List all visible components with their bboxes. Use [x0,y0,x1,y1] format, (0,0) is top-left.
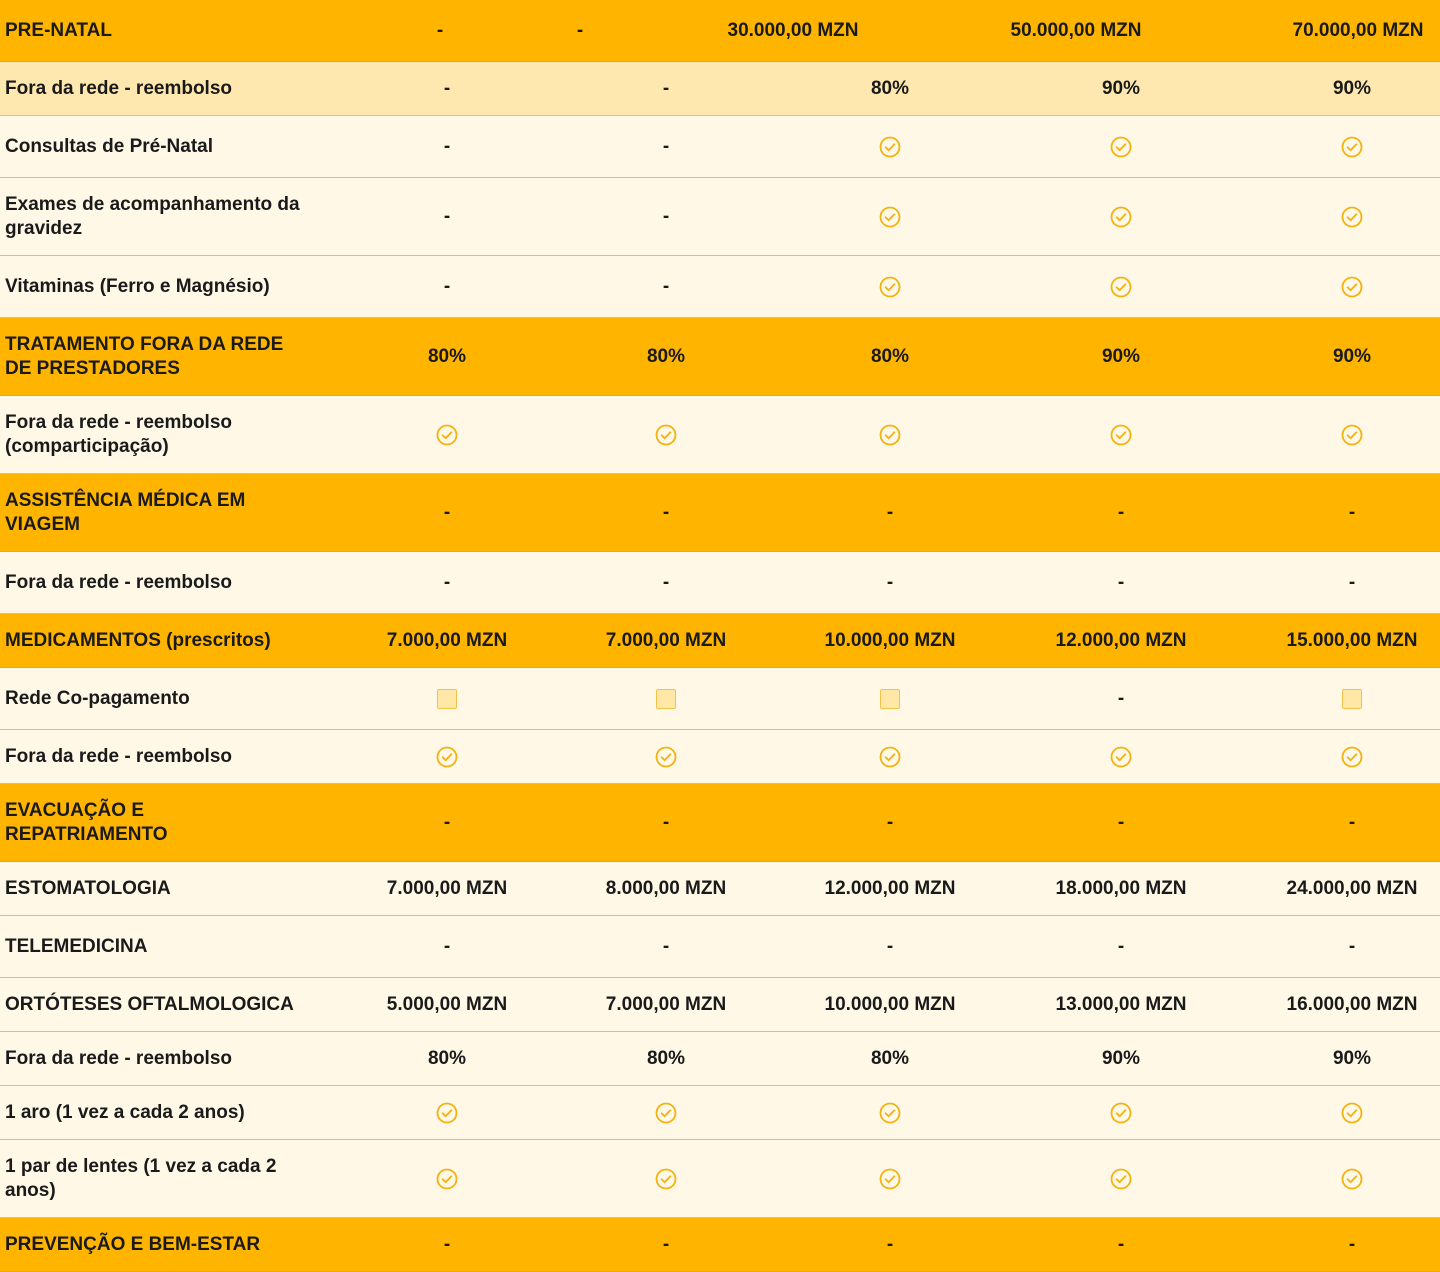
cell-value: - [1117,811,1125,833]
cell-value: - [662,571,670,593]
cell-value: 10.000,00 MZN [824,993,956,1015]
row-label: Vitaminas (Ferro e Magnésio) [5,275,270,297]
cell-included [1252,256,1440,317]
cell-included [1021,1140,1221,1217]
cell-value: - [1348,1233,1356,1255]
cell-value: - [1117,501,1125,523]
row-label: TELEMEDICINA [5,935,148,957]
check-circle-icon [435,1101,459,1125]
section-header-row [0,784,1440,862]
cell-included [790,116,990,177]
row-label: 1 par de lentes (1 vez a cada 2 anos) [5,1155,277,1201]
table-row [0,116,1440,178]
cell-value: - [1348,501,1356,523]
row-label: ORTÓTESES OFTALMOLOGICA [5,993,294,1015]
cell-value: - [1348,571,1356,593]
cell-value: - [662,935,670,957]
cell-value: - [436,19,444,41]
row-label: Fora da rede - reembolso [5,77,233,99]
cell-included [1252,1086,1440,1139]
cell-included [790,1140,990,1217]
cell-value: 80% [646,345,686,367]
cell-value: 90% [1101,77,1141,99]
cell-value: 12.000,00 MZN [824,877,956,899]
cell-included [1252,116,1440,177]
table-row [0,1086,1440,1140]
section-header-row [0,1218,1440,1272]
cell-included [1252,178,1440,255]
table-row [0,862,1440,916]
cell-included [347,730,547,783]
cell-included [790,1086,990,1139]
cell-value: - [443,501,451,523]
cell-value: 80% [870,77,910,99]
check-circle-icon [654,1167,678,1191]
cell-value: 16.000,00 MZN [1286,993,1418,1015]
check-circle-icon [1340,275,1364,299]
cell-included [790,178,990,255]
row-label: TRATAMENTO FORA DA REDE DE PRESTADORES [5,333,284,379]
cell-value: - [443,135,451,157]
row-label: PREVENÇÃO E BEM-ESTAR [5,1233,261,1255]
check-circle-icon [878,1167,902,1191]
check-circle-icon [435,1167,459,1191]
cell-box [1252,668,1440,729]
square-box-icon [1342,689,1362,709]
check-circle-icon [878,423,902,447]
cell-value: - [1117,935,1125,957]
row-label: Fora da rede - reembolso (comparticipação) [5,411,233,457]
cell-included [566,396,766,473]
cell-included [1021,396,1221,473]
row-label: PRE-NATAL [5,19,112,41]
cell-value: 80% [870,1047,910,1069]
cell-value: 12.000,00 MZN [1055,629,1187,651]
row-label: ASSISTÊNCIA MÉDICA EM VIAGEM [5,489,246,535]
cell-value: - [1117,571,1125,593]
row-label: MEDICAMENTOS (prescritos) [5,629,271,651]
cell-value: 15.000,00 MZN [1286,629,1418,651]
check-circle-icon [1109,423,1133,447]
check-circle-icon [1109,205,1133,229]
cell-value: - [662,811,670,833]
cell-value: 80% [427,345,467,367]
check-circle-icon [1340,205,1364,229]
cell-included [1252,730,1440,783]
row-label: Fora da rede - reembolso [5,1047,233,1069]
check-circle-icon [1109,745,1133,769]
cell-value: - [886,1233,894,1255]
cell-value: 7.000,00 MZN [386,629,508,651]
square-box-icon [880,689,900,709]
cell-value: - [443,275,451,297]
cell-included [1021,116,1221,177]
cell-included [1021,730,1221,783]
cell-value: 7.000,00 MZN [605,993,727,1015]
cell-included [566,1140,766,1217]
cell-value: - [662,135,670,157]
row-label: Rede Co-pagamento [5,687,190,709]
table-row [0,552,1440,614]
cell-included [347,396,547,473]
row-label: Fora da rede - reembolso [5,745,233,767]
check-circle-icon [435,423,459,447]
cell-included [1252,1140,1440,1217]
cell-value: - [662,501,670,523]
cell-value: - [886,571,894,593]
check-circle-icon [654,423,678,447]
cell-included [790,256,990,317]
cell-included [790,396,990,473]
table-row [0,1032,1440,1086]
cell-value: - [662,77,670,99]
table-row [0,256,1440,318]
square-box-icon [437,689,457,709]
section-header-row [0,474,1440,552]
cell-value: - [1348,811,1356,833]
cell-value: - [443,77,451,99]
check-circle-icon [1109,1101,1133,1125]
cell-included [1252,396,1440,473]
cell-value: - [443,935,451,957]
table-row [0,916,1440,978]
row-label: Consultas de Pré-Natal [5,135,213,157]
check-circle-icon [654,1101,678,1125]
cell-box [347,668,547,729]
cell-value: 7.000,00 MZN [605,629,727,651]
square-box-icon [656,689,676,709]
table-row [0,978,1440,1032]
section-header-row [0,318,1440,396]
cell-value: - [1348,935,1356,957]
check-circle-icon [1109,275,1133,299]
cell-value: 5.000,00 MZN [386,993,508,1015]
table-row [0,62,1440,116]
cell-value: 13.000,00 MZN [1055,993,1187,1015]
check-circle-icon [654,745,678,769]
cell-included [790,730,990,783]
cell-value: 90% [1332,345,1372,367]
check-circle-icon [878,275,902,299]
table-row [0,396,1440,474]
cell-value: 80% [646,1047,686,1069]
cell-value: - [443,1233,451,1255]
cell-included [1021,178,1221,255]
section-header-row [0,0,1440,62]
cell-value: 50.000,00 MZN [1010,19,1142,41]
cell-value: 8.000,00 MZN [605,877,727,899]
cell-box [566,668,766,729]
row-label: ESTOMATOLOGIA [5,877,171,899]
check-circle-icon [1109,135,1133,159]
cell-value: 90% [1101,1047,1141,1069]
cell-value: 7.000,00 MZN [386,877,508,899]
cell-included [566,1086,766,1139]
cell-value: 18.000,00 MZN [1055,877,1187,899]
cell-included [347,1140,547,1217]
cell-value: - [1117,1233,1125,1255]
check-circle-icon [1340,135,1364,159]
cell-value: 80% [427,1047,467,1069]
table-row [0,730,1440,784]
row-label: Fora da rede - reembolso [5,571,233,593]
row-label: Exames de acompanhamento da gravidez [5,193,300,239]
cell-value: 90% [1332,77,1372,99]
table-row [0,668,1440,730]
cell-value: - [443,811,451,833]
check-circle-icon [1340,1101,1364,1125]
cell-value: - [576,19,584,41]
check-circle-icon [878,135,902,159]
cell-included [566,730,766,783]
cell-value: - [886,811,894,833]
cell-value: 70.000,00 MZN [1292,19,1424,41]
cell-value: - [662,1233,670,1255]
cell-value: 30.000,00 MZN [727,19,859,41]
check-circle-icon [1109,1167,1133,1191]
row-label: 1 aro (1 vez a cada 2 anos) [5,1101,245,1123]
cell-value: - [886,501,894,523]
section-header-row [0,614,1440,668]
table-row [0,1140,1440,1218]
cell-value: 90% [1332,1047,1372,1069]
check-circle-icon [878,745,902,769]
check-circle-icon [435,745,459,769]
cell-included [1021,256,1221,317]
cell-value: - [886,935,894,957]
cell-included [1021,1086,1221,1139]
check-circle-icon [1340,423,1364,447]
row-label: EVACUAÇÃO E REPATRIAMENTO [5,799,168,845]
cell-value: - [443,571,451,593]
check-circle-icon [878,205,902,229]
cell-value: - [662,205,670,227]
check-circle-icon [1340,745,1364,769]
cell-included [347,1086,547,1139]
cell-value: - [662,275,670,297]
cell-value: - [1117,687,1125,709]
check-circle-icon [1340,1167,1364,1191]
cell-value: 10.000,00 MZN [824,629,956,651]
cell-value: - [443,205,451,227]
cell-box [790,668,990,729]
check-circle-icon [878,1101,902,1125]
cell-value: 80% [870,345,910,367]
cell-value: 24.000,00 MZN [1286,877,1418,899]
cell-value: 90% [1101,345,1141,367]
table-row [0,178,1440,256]
